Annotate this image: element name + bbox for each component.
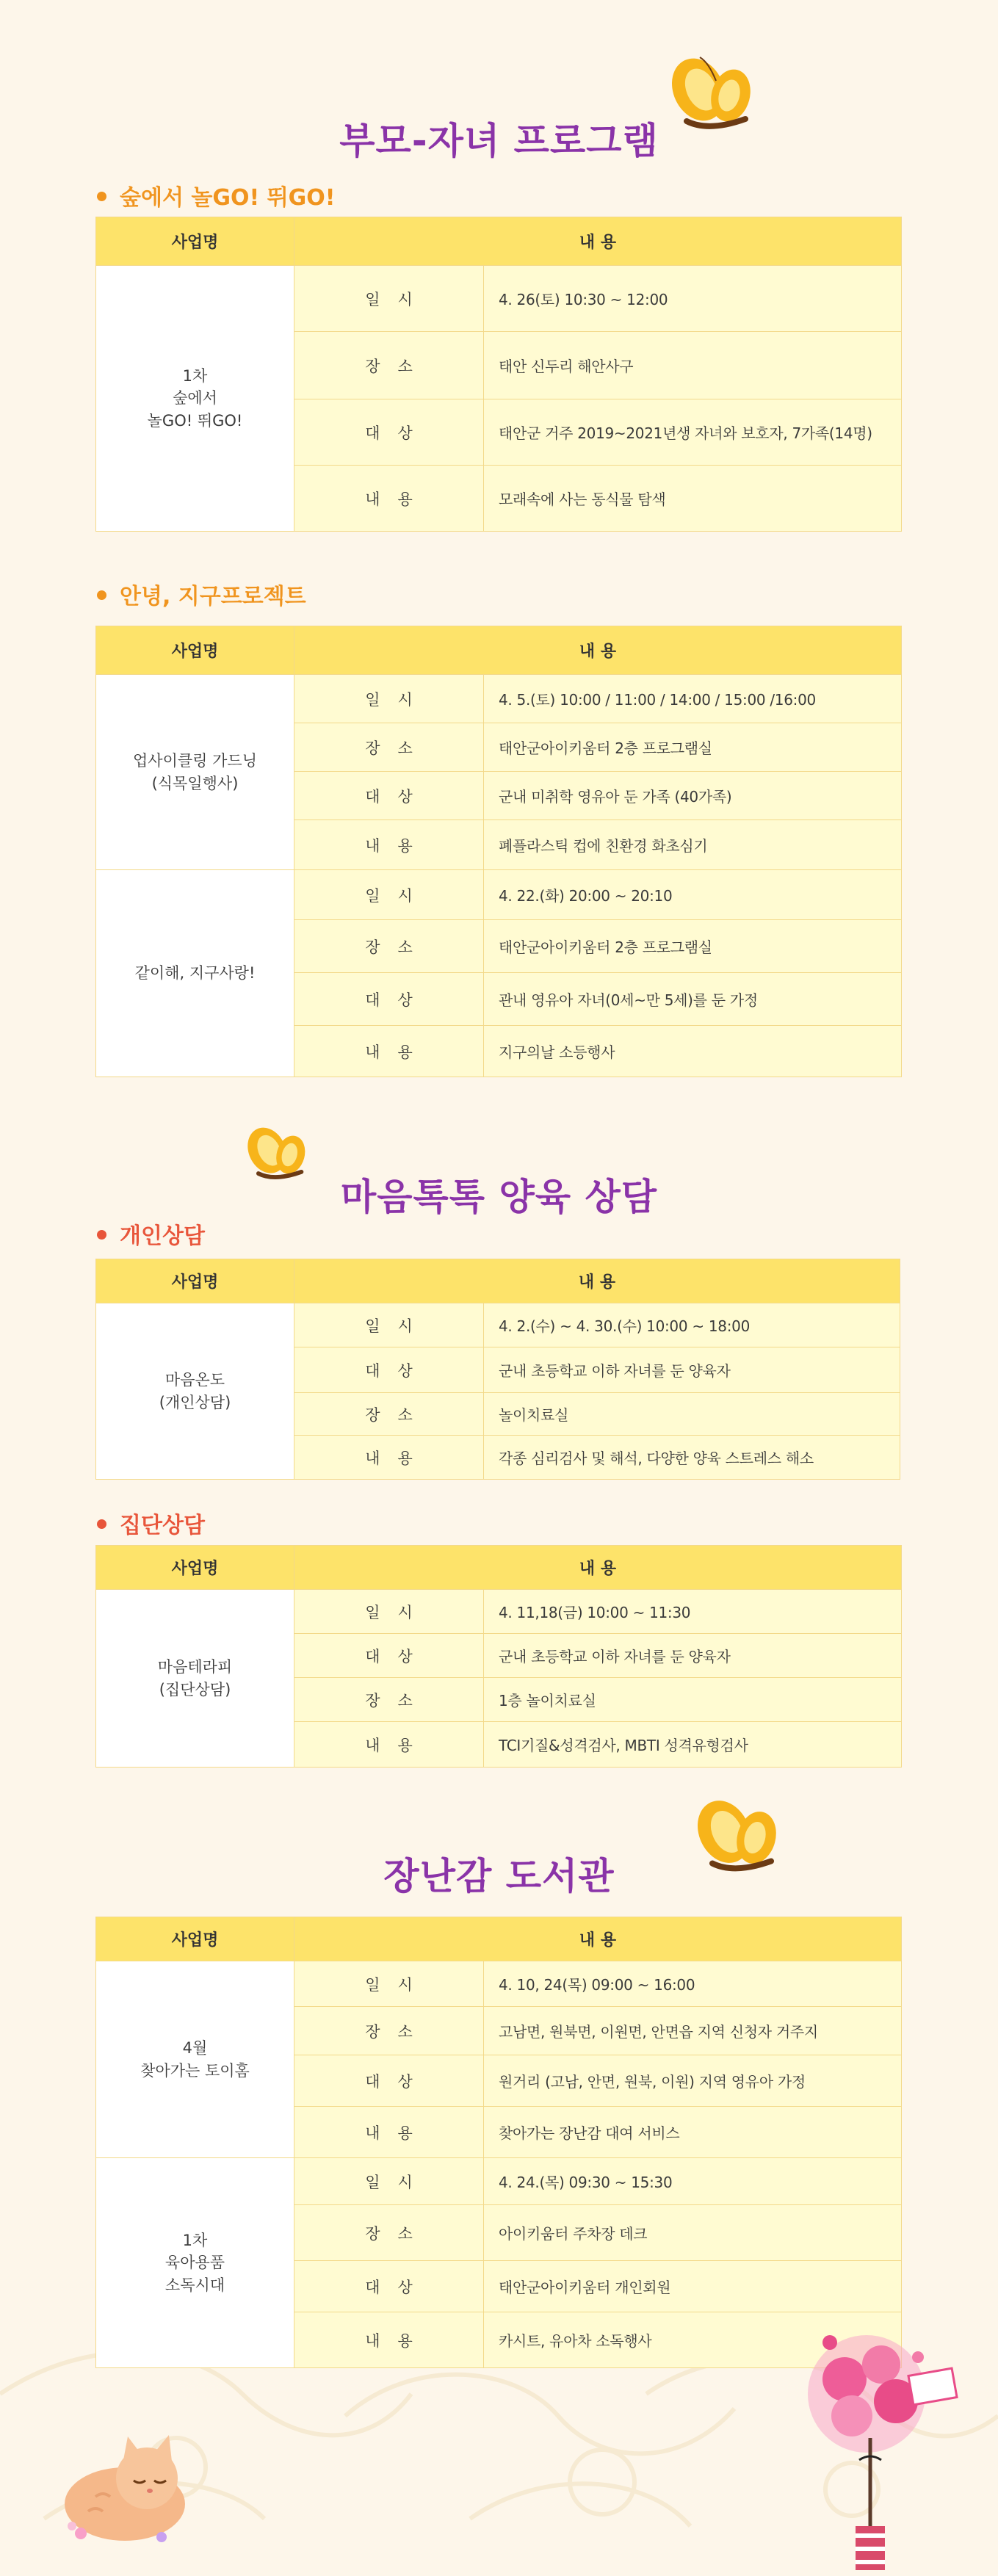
row-value: 4. 10, 24(목) 09:00 ~ 16:00 <box>484 1961 902 2007</box>
program-name: 1차 육아용품 소독시대 <box>96 2158 294 2368</box>
row-key: 장소 <box>294 2007 484 2055</box>
row-key: 장소 <box>294 920 484 973</box>
header-name: 사업명 <box>96 1546 294 1590</box>
program-table-group <box>95 1545 902 1768</box>
row-value: 4. 26(토) 10:30 ~ 12:00 <box>484 266 902 332</box>
header-name: 사업명 <box>96 1917 294 1961</box>
program-table-toy-library <box>95 1917 902 2368</box>
table-header-row <box>96 626 902 675</box>
row-value: 각종 심리검사 및 해석, 다양한 양육 스트레스 해소 <box>484 1436 900 1480</box>
row-value: 모래속에 사는 동식물 탐색 <box>484 466 902 532</box>
header-content: 내 용 <box>294 1259 900 1303</box>
program-name: 마음온도 (개인상담) <box>96 1303 294 1480</box>
row-value: 군내 초등학교 이하 자녀를 둔 양육자 <box>484 1634 902 1678</box>
row-value: 군내 초등학교 이하 자녀를 둔 양육자 <box>484 1347 900 1393</box>
row-value: 태안군아이키움터 2층 프로그램실 <box>484 920 902 973</box>
row-value: 폐플라스틱 컵에 친환경 화초심기 <box>484 820 902 870</box>
row-value: 놀이치료실 <box>484 1393 900 1436</box>
sub-title-forest: 숲에서 놀GO! 뛰GO! <box>97 179 335 211</box>
row-value: 4. 24.(목) 09:30 ~ 15:30 <box>484 2158 902 2205</box>
table-row <box>96 266 902 332</box>
row-key: 일시 <box>294 1590 484 1634</box>
row-value: 지구의날 소등행사 <box>484 1026 902 1077</box>
row-key: 내용 <box>294 2312 484 2368</box>
header-content: 내 용 <box>294 1546 902 1590</box>
row-value: 관내 영유아 자녀(0세~만 5세)를 둔 가정 <box>484 973 902 1026</box>
row-key: 내용 <box>294 1026 484 1077</box>
row-key: 대상 <box>294 1347 484 1393</box>
row-value: 고남면, 원북면, 이원면, 안면읍 지역 신청자 거주지 <box>484 2007 902 2055</box>
table-header-row <box>96 1546 902 1590</box>
row-key: 대상 <box>294 1634 484 1678</box>
row-value: 태안 신두리 해안사구 <box>484 332 902 399</box>
program-table-forest <box>95 217 902 532</box>
section-title-parent-child: 부모-자녀 프로그램 <box>339 120 659 162</box>
row-key: 장소 <box>294 2205 484 2261</box>
row-value: 1층 놀이치료실 <box>484 1678 902 1722</box>
row-key: 대상 <box>294 2261 484 2312</box>
row-value: 4. 5.(토) 10:00 / 11:00 / 14:00 / 15:00 /16:00 <box>484 675 902 723</box>
header-content: 내 용 <box>294 1917 902 1961</box>
row-value: TCI기질&성격검사, MBTI 성격유형검사 <box>484 1722 902 1768</box>
row-value: 카시트, 유아차 소독행사 <box>484 2312 902 2368</box>
table-header-row <box>96 1917 902 1961</box>
row-key: 대상 <box>294 772 484 820</box>
header-name: 사업명 <box>96 626 294 675</box>
row-key: 일시 <box>294 266 484 332</box>
header-name: 사업명 <box>96 1259 294 1303</box>
row-key: 일시 <box>294 675 484 723</box>
row-key: 내용 <box>294 466 484 532</box>
program-name: 같이해, 지구사랑! <box>96 870 294 1077</box>
row-value: 군내 미취학 영유아 둔 가족 (40가족) <box>484 772 902 820</box>
row-key: 장소 <box>294 723 484 772</box>
row-key: 장소 <box>294 1678 484 1722</box>
row-key: 일시 <box>294 870 484 920</box>
program-name: 업사이클링 가드닝 (식목일행사) <box>96 675 294 870</box>
sub-title-group: 집단상담 <box>97 1507 205 1539</box>
bullet-dot-icon <box>97 590 106 600</box>
row-key: 내용 <box>294 820 484 870</box>
row-value: 아이키움터 주차장 데크 <box>484 2205 902 2261</box>
row-key: 일시 <box>294 2158 484 2205</box>
row-key: 대상 <box>294 399 484 466</box>
section-title-toy-library: 장난감 도서관 <box>383 1855 615 1897</box>
table-header-row <box>96 217 902 266</box>
row-key: 대상 <box>294 2055 484 2107</box>
program-name: 마음테라피 (집단상담) <box>96 1590 294 1768</box>
row-value: 원거리 (고남, 안면, 원북, 이원) 지역 영유아 가정 <box>484 2055 902 2107</box>
row-value: 4. 22.(화) 20:00 ~ 20:10 <box>484 870 902 920</box>
header-name: 사업명 <box>96 217 294 266</box>
table-row <box>96 1303 900 1347</box>
row-value: 태안군 거주 2019~2021년생 자녀와 보호자, 7가족(14명) <box>484 399 902 466</box>
table-row <box>96 870 902 920</box>
row-key: 일시 <box>294 1303 484 1347</box>
program-name: 1차 숲에서 놀GO! 뛰GO! <box>96 266 294 532</box>
header-content: 내 용 <box>294 217 902 266</box>
row-key: 일시 <box>294 1961 484 2007</box>
section-title-counseling: 마음톡톡 양육 상담 <box>340 1176 658 1218</box>
bullet-dot-icon <box>97 192 106 201</box>
row-value: 4. 11,18(금) 10:00 ~ 11:30 <box>484 1590 902 1634</box>
row-key: 내용 <box>294 1722 484 1768</box>
program-table-earth <box>95 626 902 1077</box>
table-row <box>96 675 902 723</box>
row-value: 4. 2.(수) ~ 4. 30.(수) 10:00 ~ 18:00 <box>484 1303 900 1347</box>
cat-icon <box>51 2416 191 2548</box>
flower-tree-icon <box>778 2313 962 2576</box>
row-key: 장소 <box>294 332 484 399</box>
row-key: 내용 <box>294 2107 484 2158</box>
program-name: 4월 찾아가는 토이홈 <box>96 1961 294 2158</box>
bullet-dot-icon <box>97 1519 106 1529</box>
program-table-individual <box>95 1259 900 1480</box>
row-value: 태안군아이키움터 2층 프로그램실 <box>484 723 902 772</box>
row-key: 장소 <box>294 1393 484 1436</box>
table-row <box>96 1590 902 1634</box>
sub-title-earth: 안녕, 지구프로젝트 <box>97 578 306 610</box>
table-row <box>96 2158 902 2205</box>
row-value: 찾아가는 장난감 대여 서비스 <box>484 2107 902 2158</box>
table-header-row <box>96 1259 900 1303</box>
row-value: 태안군아이키움터 개인회원 <box>484 2261 902 2312</box>
sub-title-individual: 개인상담 <box>97 1218 205 1250</box>
row-key: 대상 <box>294 973 484 1026</box>
table-row <box>96 1961 902 2007</box>
row-key: 내용 <box>294 1436 484 1480</box>
header-content: 내 용 <box>294 626 902 675</box>
bullet-dot-icon <box>97 1230 106 1240</box>
